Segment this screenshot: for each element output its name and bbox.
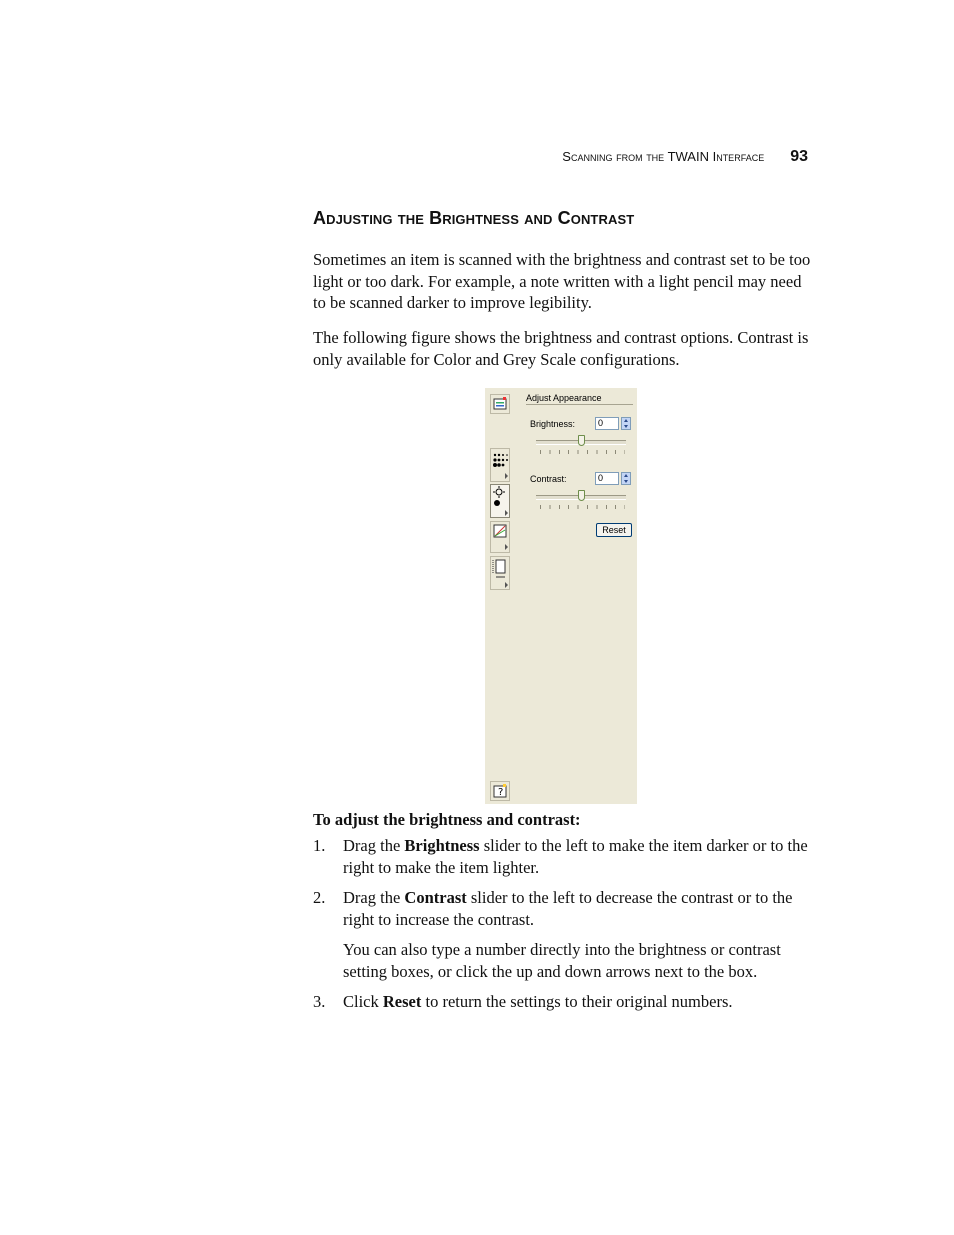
halftone-icon[interactable]: [490, 448, 510, 482]
color-adjust-icon[interactable]: [490, 521, 510, 553]
help-icon[interactable]: [490, 781, 510, 801]
running-header: [562, 148, 808, 166]
brightness-input[interactable]: 0: [595, 417, 619, 430]
brightness-slider-ticks: [540, 450, 625, 454]
contrast-slider-ticks: [540, 505, 625, 509]
section-title: Scanning from the TWAIN Interface: [562, 149, 765, 164]
brightness-contrast-icon[interactable]: [490, 484, 510, 518]
svg-text:?: ?: [498, 787, 504, 798]
scan-settings-icon[interactable]: [490, 394, 510, 414]
contrast-spinner[interactable]: [621, 472, 631, 485]
contrast-label: Contrast:: [530, 474, 567, 484]
list-item: 2. Drag the Contrast slider to the left to decrease the contrast or to the right to increase the contrast. You can also type a number directly into the brightness or contrast setting boxes, or click the up and down arrows next to the box.: [313, 888, 793, 981]
reset-button[interactable]: Reset: [596, 523, 632, 537]
page-size-icon[interactable]: [490, 556, 510, 590]
adjust-appearance-panel: [485, 388, 637, 804]
procedure-heading: To adjust the brightness and contrast:: [313, 810, 581, 829]
group-title: Adjust Appearance: [526, 393, 633, 405]
brightness-slider-thumb[interactable]: [578, 435, 585, 446]
list-item: 3. Click Reset to return the settings to their original numbers.: [313, 992, 733, 1011]
brightness-label: Brightness:: [530, 419, 576, 429]
intro-paragraph: Sometimes an item is scanned with the brightness and contrast set to be too light or too dark. For example, a note written with a light pencil may need to be scanned darker to improve legibility.: [313, 250, 811, 312]
figure-intro-paragraph: The following figure shows the brightness and contrast options. Contrast is only available for Color and Grey Scale configurations.: [313, 328, 809, 369]
list-item: 1. Drag the Brightness slider to the left to make the item darker or to the right to make the item lighter.: [313, 836, 808, 877]
contrast-input[interactable]: 0: [595, 472, 619, 485]
brightness-spinner[interactable]: [621, 417, 631, 430]
contrast-slider-thumb[interactable]: [578, 490, 585, 501]
procedure-steps: [313, 835, 813, 1022]
section-heading: Adjusting the Brightness and Contrast: [313, 208, 635, 228]
page-number: 93: [790, 148, 808, 165]
